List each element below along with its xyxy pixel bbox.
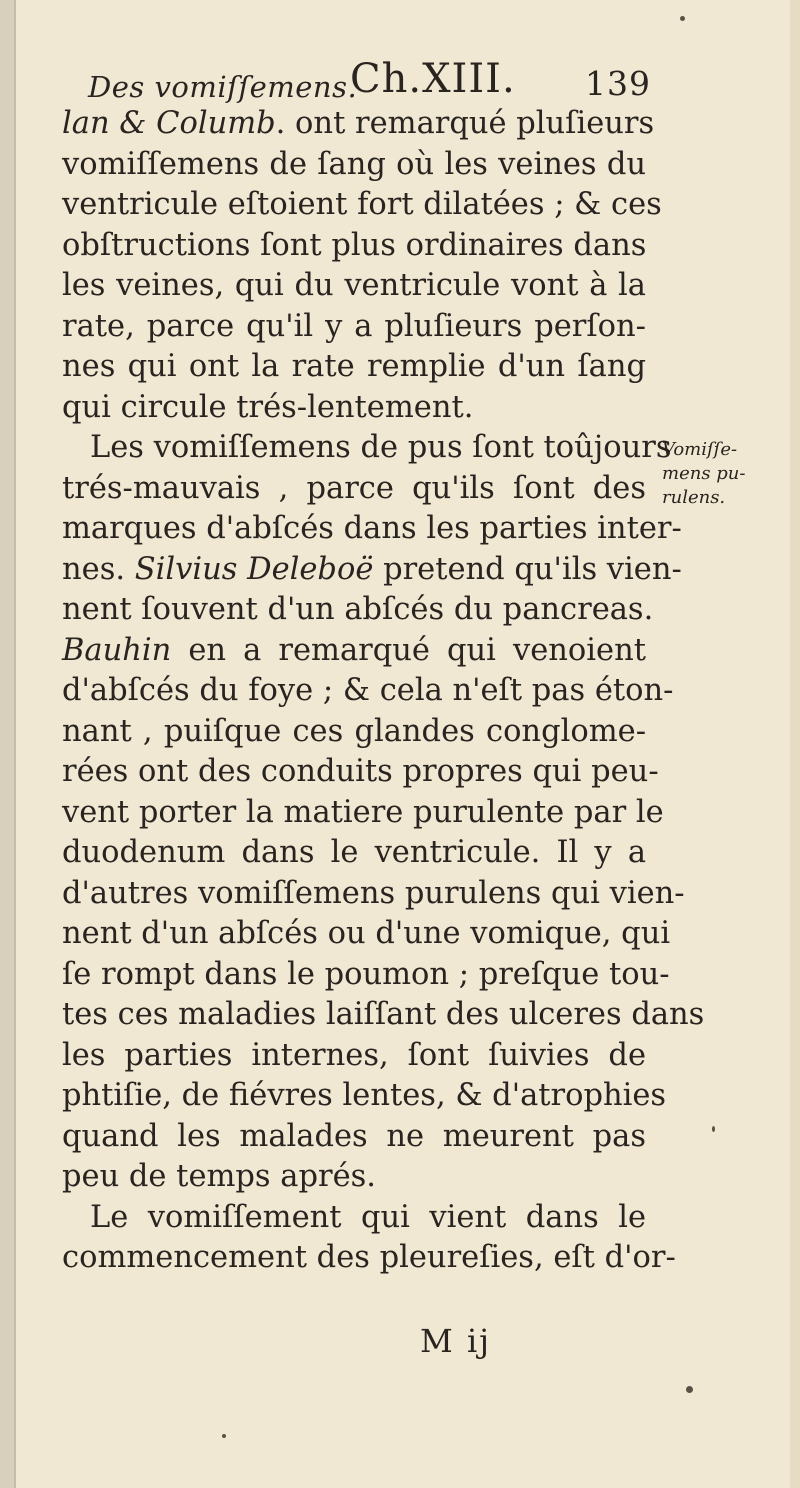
- ink-speck: [712, 1126, 715, 1132]
- margin-note-line: rulens.: [662, 487, 726, 508]
- text-line: d'autres vomiſſemens purulens qui vien-: [62, 875, 685, 911]
- text-line: lan & Columb. ont remarqué pluſieurs: [62, 106, 655, 141]
- text-line: quand les malades ne meurent pas: [62, 1118, 646, 1154]
- text-line: duodenum dans le ventricule. Il y a: [62, 835, 646, 870]
- page-left-edge: [0, 0, 16, 1488]
- text-line: qui circule trés-lentement.: [62, 389, 474, 425]
- ink-speck: [686, 1386, 693, 1393]
- page-number: 139: [585, 64, 651, 103]
- text-line: commencement des pleureſies, eſt d'or-: [62, 1240, 676, 1275]
- text-line: les parties internes, ſont ſuivies de: [62, 1037, 646, 1073]
- text-line: ſe rompt dans le poumon ; preſque tou-: [62, 956, 670, 992]
- text-line: ventricule eſtoient fort dilatées ; & ces: [62, 187, 662, 222]
- text-line: phtiſie, de fiévres lentes, & d'atrophies: [62, 1078, 667, 1113]
- text-line: vomiſſemens de ſang où les veines du: [62, 146, 646, 182]
- text-line: rées ont des conduits propres qui peu-: [62, 754, 659, 789]
- text-line: nant , puiſque ces glandes conglome-: [62, 713, 646, 749]
- ink-speck: [680, 16, 685, 21]
- text-line: Le vomiſſement qui vient dans le: [90, 1199, 646, 1235]
- signature-mark: M ij: [420, 1322, 492, 1360]
- text-line: marques d'abſcés dans les parties inter-: [62, 511, 682, 546]
- text-line: peu de temps aprés.: [62, 1159, 376, 1194]
- running-head-title: Des vomiſſemens.: [88, 70, 358, 104]
- text-line: Les vomiſſemens de pus ſont toûjours: [90, 430, 672, 465]
- text-line: obſtructions ſont plus ordinaires dans: [62, 227, 647, 263]
- text-line: nes. Silvius Deleboë pretend qu'ils vien-: [62, 551, 682, 587]
- ink-speck: [222, 1434, 226, 1438]
- text-line: vent porter la matiere purulente par le: [62, 794, 664, 830]
- page-right-edge: [790, 0, 800, 1488]
- text-line: nent ſouvent d'un abſcés du pancreas.: [62, 592, 654, 627]
- text-line: les veines, qui du ventricule vont à la: [62, 268, 646, 303]
- text-line: d'abſcés du foye ; & cela n'eſt pas éton-: [62, 673, 674, 708]
- running-head: [88, 56, 658, 106]
- margin-note: [662, 438, 772, 510]
- text-line: nes qui ont la rate remplie d'un ſang: [62, 349, 646, 384]
- text-line: tes ces maladies laiſſant des ulceres dans: [62, 997, 705, 1032]
- text-line: nent d'un abſcés ou d'une vomique, qui: [62, 916, 671, 951]
- text-line: rate, parce qu'il y a pluſieurs perſon-: [62, 308, 646, 344]
- text-line: trés-mauvais , parce qu'ils ſont des: [62, 470, 646, 506]
- margin-note-line: Vomiſſe-: [662, 439, 738, 460]
- running-head-chapter: Ch.XIII.: [350, 56, 516, 102]
- margin-note-line: mens pu-: [662, 463, 746, 484]
- text-line: Bauhin en a remarqué qui venoient: [62, 632, 646, 668]
